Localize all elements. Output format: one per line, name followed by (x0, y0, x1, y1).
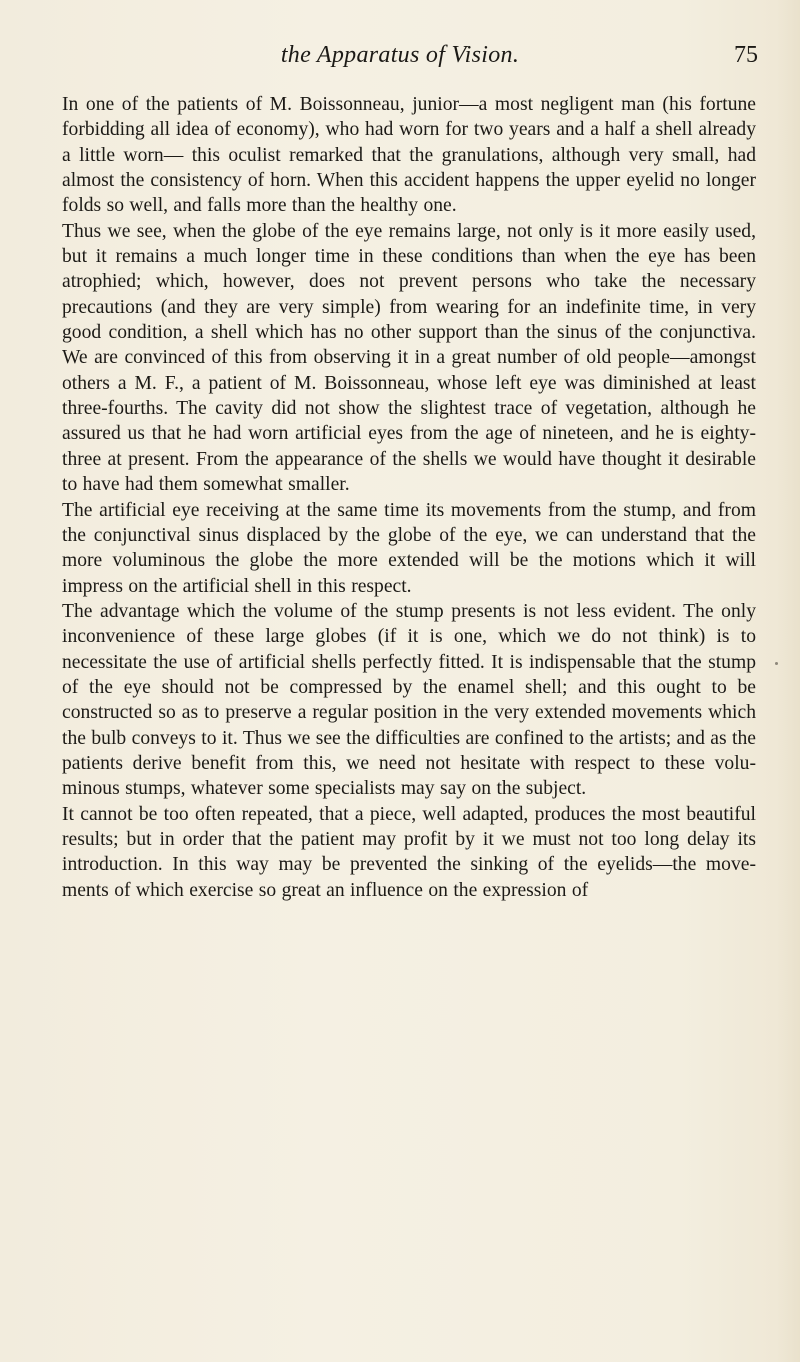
paragraph: In one of the patients of M. Boissonneau, junior—a most negligent man (his fortune forbidding all idea of economy), who had worn for two years and a half a shell already a little worn— this oculist remarked that the granulations, although very small, had almost the consistency of horn. When this accident happens the upper eyelid no longer folds so well, and falls more than the healthy one. (62, 94, 756, 217)
body-text (62, 92, 756, 903)
page-header (0, 40, 800, 80)
print-speck (775, 662, 778, 665)
paragraph: It cannot be too often repeated, that a piece, well adapted, produces the most beautiful results; but in order that the patient may profit by it we must not too long delay its introduction. In this way may be prevented the sinking of the eyelids—the move- ments of which exercise so great an influence on the expression of (62, 803, 756, 901)
paragraph: The artificial eye receiving at the same time its movements from the stump, and from the conjunctival sinus displaced by the globe of the eye, we can understand that the more voluminous the globe the more extended will be the motions which it will impress on the artificial shell in this respect. (62, 499, 756, 597)
paragraph: The advantage which the volume of the stump presents is not less evident. The only inconvenience of these large globes (if it is one, which we do not think) is to necessitate the use of artificial shells perfectly fitted. It is indispensable that the stump of the eye should not be compressed by the enamel shell; and this ought to be constructed so as to preserve a regular position in the very extended movements which the bulb conveys to it. Thus we see the difficulties are confined to the artists; and as the patients derive benefit from this, we need not hesitate with respect to these volu- minous stumps, whatever some specialists may say on the subject. (62, 600, 756, 800)
page-number: 75 (734, 42, 758, 68)
paragraph: Thus we see, when the globe of the eye remains large, not only is it more easily used, but it remains a much longer time in these conditions than when the eye has been atrophied; which, however, does not prevent persons who take the necessary precautions (and they are very simple) from wearing for an indefinite time, in very good condition, a shell which has no other support than the sinus of the conjunctiva. We are convinced of this from observing it in a great number of old people—amongst others a M. F., a patient of M. Boissonneau, whose left eye was diminished at least three-fourths. The cavity did not show the slightest trace of vegetation, although he assured us that he had worn artificial eyes from the age of nineteen, and he is eighty-three at present. From the appearance of the shells we would have thought it desirable to have had them somewhat smaller. (62, 220, 756, 496)
running-title: the Apparatus of Vision. (280, 42, 520, 68)
